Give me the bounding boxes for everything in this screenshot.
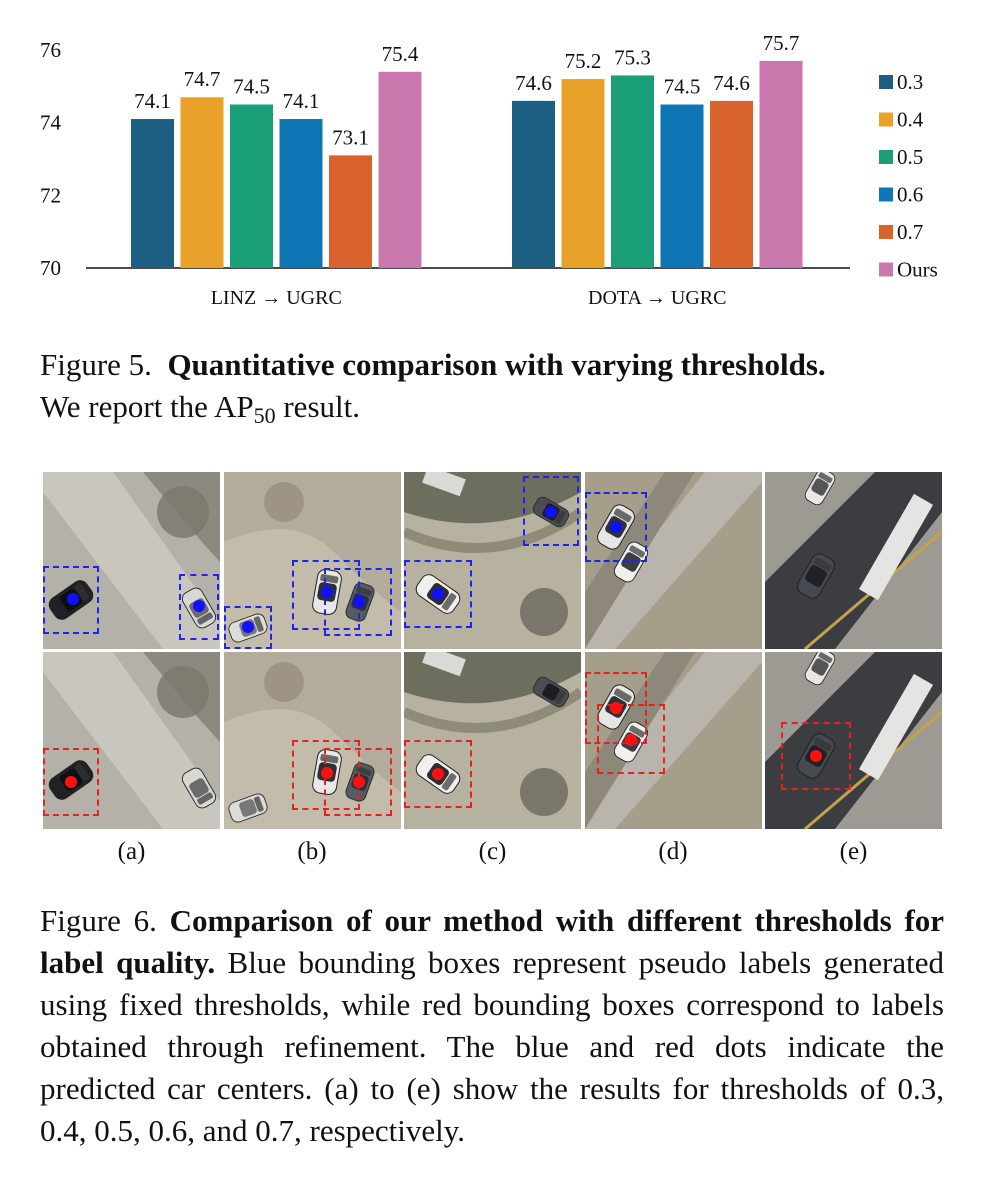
red-center-dot xyxy=(810,750,822,762)
figure-6-caption-title: Comparison of our method with different thresholds for label quality. xyxy=(40,903,945,980)
legend-swatch-0.5 xyxy=(879,150,893,164)
figure-5-caption-text-end: result. xyxy=(275,389,360,424)
aerial-image-e-refined xyxy=(765,652,942,829)
red-center-dot xyxy=(625,734,637,746)
bar-value-label: 74.1 xyxy=(282,89,320,114)
blue-center-dot xyxy=(67,593,79,605)
bar-value-label: 75.4 xyxy=(381,41,419,66)
panel-label-d: (d) xyxy=(658,838,688,865)
bar-0.4-2 xyxy=(562,79,605,268)
blue-center-dot xyxy=(353,596,365,608)
blue-center-dot xyxy=(610,521,622,533)
figure-6-caption xyxy=(40,900,944,1152)
figure-6-caption-text: Blue bounding boxes represent pseudo labels generated using fixed thresholds, while red bounding boxes correspond to labels obtained through refinement. The blue and red dots indicate the predicted car centers. (a) to (e) show the results for thresholds of 0.3, 0.4, 0.5, 0.6, and 0.7, respectively. xyxy=(40,945,944,1148)
bar-0.7-2 xyxy=(710,101,753,268)
bar-value-label: 75.7 xyxy=(762,30,800,55)
panel-label-a: (a) xyxy=(117,838,146,865)
blue-center-dot xyxy=(242,621,254,633)
bar-ours-1 xyxy=(379,72,422,268)
blue-center-dot xyxy=(321,586,333,598)
legend-label: 0.7 xyxy=(897,220,924,244)
bar-value-label: 75.2 xyxy=(564,49,602,74)
bar-value-label: 73.1 xyxy=(332,125,369,150)
legend-swatch-0.4 xyxy=(879,113,893,127)
bar-value-label: 74.7 xyxy=(183,67,221,92)
bar-0.3-1 xyxy=(131,119,174,268)
aerial-image-b-fixed-threshold xyxy=(224,472,401,649)
bar-value-label: 74.5 xyxy=(233,74,270,99)
aerial-image-a-fixed-threshold xyxy=(43,472,220,649)
red-center-dot xyxy=(610,702,622,714)
bar-ours-2 xyxy=(760,61,803,268)
aerial-image-d-fixed-threshold xyxy=(585,472,762,649)
figure-5-caption-text: We report the AP xyxy=(40,389,254,424)
legend-label: 0.6 xyxy=(897,182,924,207)
panel-label-c: (c) xyxy=(478,838,507,865)
figure-5-caption-prefix: Figure 5. xyxy=(40,347,152,382)
aerial-image-b-refined xyxy=(224,652,401,829)
figure-6-caption-prefix: Figure 6. xyxy=(40,903,157,938)
red-center-dot xyxy=(65,776,77,788)
legend-swatch-0.3 xyxy=(879,75,893,89)
y-tick-label: 70 xyxy=(40,256,61,280)
y-tick-label: 72 xyxy=(40,183,61,208)
bar-value-label: 74.5 xyxy=(663,74,701,99)
bar-value-label: 74.6 xyxy=(515,70,552,95)
red-center-dot xyxy=(432,768,444,780)
legend-label: 0.4 xyxy=(897,107,924,132)
figure-5-bar-chart xyxy=(0,0,991,330)
bar-value-label: 74.1 xyxy=(134,89,171,114)
blue-center-dot xyxy=(432,588,444,600)
aerial-image-d-refined xyxy=(585,652,762,829)
y-tick-label: 74 xyxy=(40,110,61,135)
panel-label-e: (e) xyxy=(839,838,868,865)
legend-swatch-0.7 xyxy=(879,225,893,239)
bar-0.6-1 xyxy=(280,119,323,268)
bar-0.5-1 xyxy=(230,105,273,269)
bar-0.5-2 xyxy=(611,75,654,268)
aerial-image-c-refined xyxy=(404,652,581,829)
legend-label: Ours xyxy=(897,257,938,282)
aerial-image-e-fixed-threshold xyxy=(765,472,942,649)
category-label: DOTA → UGRC xyxy=(588,287,727,309)
blue-center-dot xyxy=(193,600,205,612)
aerial-image-c-fixed-threshold xyxy=(404,472,581,649)
bar-value-label: 75.3 xyxy=(614,45,651,70)
figure-5-caption xyxy=(40,344,944,428)
figure-5-caption-title: Quantitative comparison with varying thresholds. xyxy=(167,347,826,382)
red-center-dot xyxy=(353,776,365,788)
panel-label-b: (b) xyxy=(297,838,327,865)
red-center-dot xyxy=(321,767,333,779)
legend-label: 0.5 xyxy=(897,145,924,169)
y-tick-label: 76 xyxy=(40,38,61,62)
legend-swatch-0.6 xyxy=(879,188,893,202)
category-label: LINZ → UGRC xyxy=(210,287,342,309)
blue-center-dot xyxy=(545,506,557,518)
bar-0.7-1 xyxy=(329,155,372,268)
legend-swatch-ours xyxy=(879,263,893,277)
bar-0.6-2 xyxy=(661,105,704,269)
bar-0.4-1 xyxy=(181,97,224,268)
bar-0.3-2 xyxy=(512,101,555,268)
legend-label: 0.3 xyxy=(897,70,924,94)
bar-value-label: 74.6 xyxy=(713,70,750,95)
aerial-image-a-refined xyxy=(43,652,220,829)
figure-5-caption-subscript: 50 xyxy=(253,403,276,428)
